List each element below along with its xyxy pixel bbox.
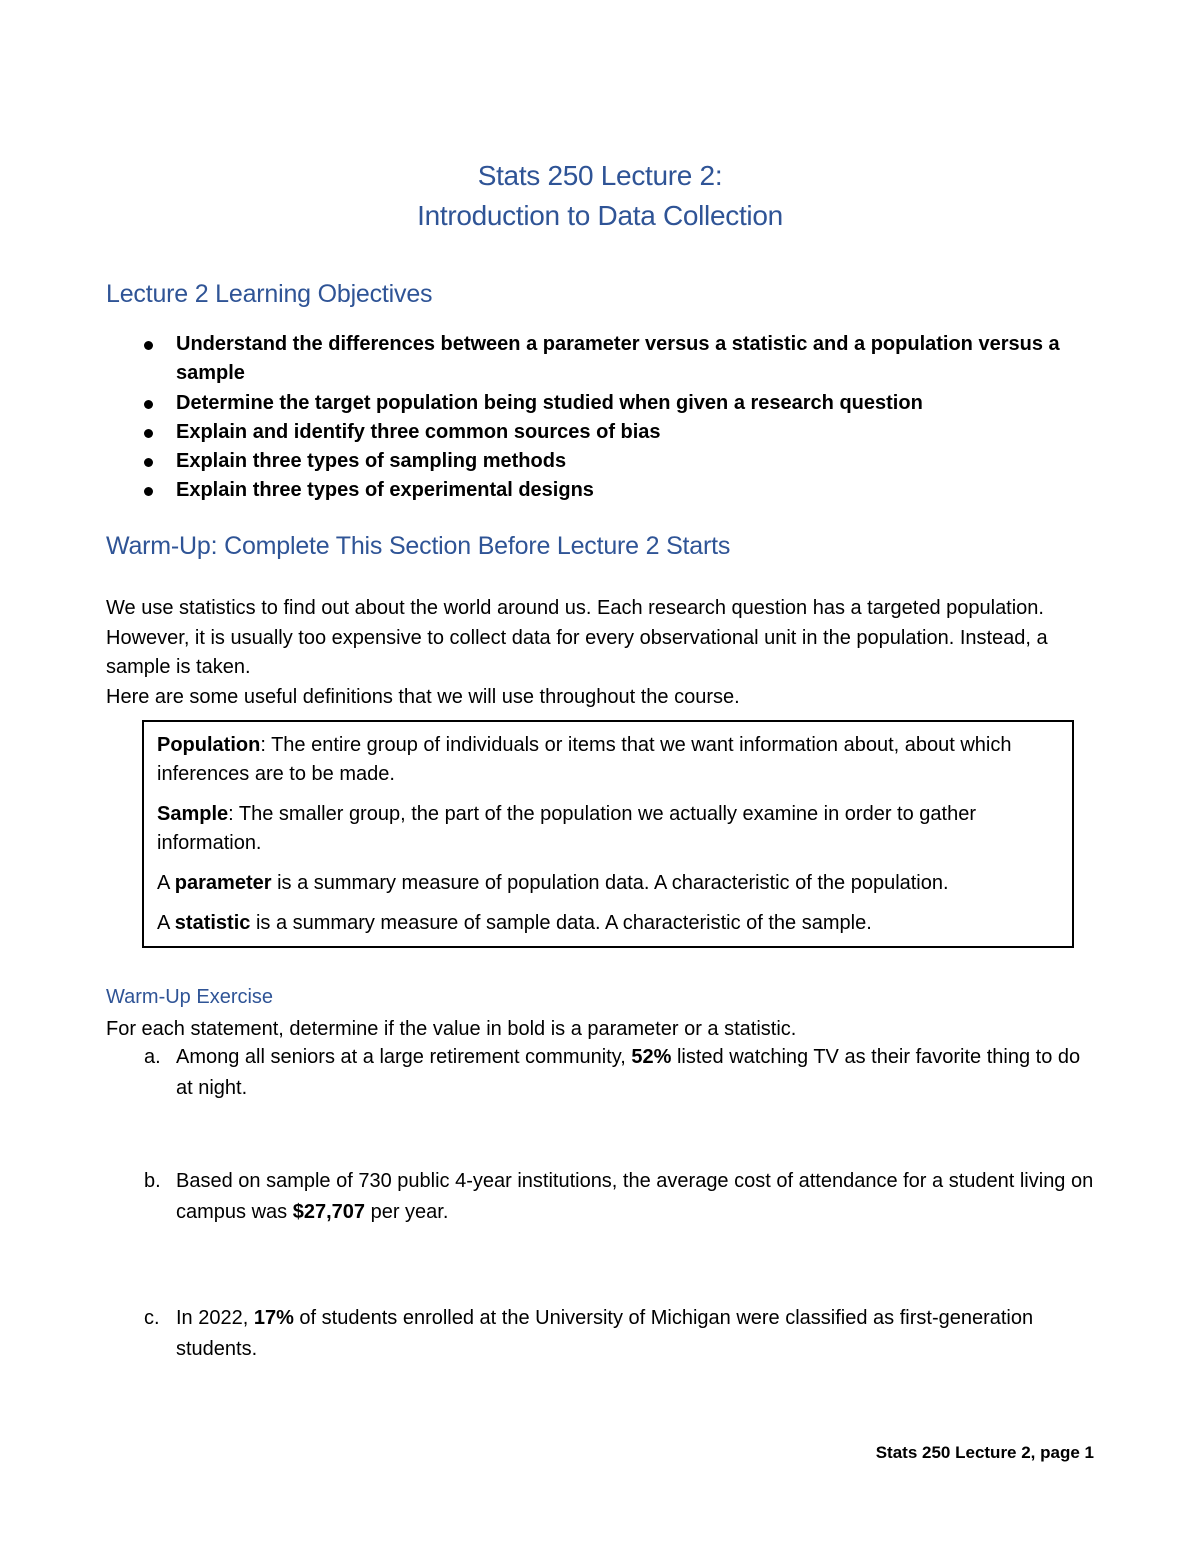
item-text-after: listed watching TV as their favorite thing to do at night. [176,1046,1081,1099]
item-text-before: Among all seniors at a large retirement community, [176,1046,632,1068]
bullet-icon [144,458,153,467]
item-text-before: In 2022, [176,1307,254,1329]
list-item [106,476,1086,505]
list-item [106,330,1086,388]
sample-def-text: : The smaller group, the part of the population we actually examine in order to gather information. [157,803,976,854]
parameter-prefix: A [157,872,175,894]
bullet-icon [144,429,153,438]
population-definition [157,731,1061,789]
item-bold-value: 17% [253,1307,294,1329]
item-bold-value: 52% [631,1046,672,1068]
warmup-intro [106,594,1086,712]
bullet-icon [144,341,153,350]
bullet-icon [144,400,153,409]
objectives-heading: Lecture 2 Learning Objectives [106,280,433,308]
parameter-definition [157,869,1061,898]
statistic-term: statistic [174,912,251,934]
objectives-list [106,330,1086,505]
population-term: Population [157,734,261,756]
population-def-text: : The entire group of individuals or items that we want information about, about which inferences are to be made. [157,734,1012,785]
list-item [106,447,1086,476]
item-text-before: Based on sample of 730 public 4-year institutions, the average cost of attendance for a student living on campus was [176,1170,1094,1223]
item-text-after: per year. [365,1201,449,1223]
exercise-item-b [106,1166,1096,1228]
sample-definition [157,800,1061,858]
item-text [176,1166,1096,1228]
bullet-icon [144,487,153,496]
item-letter: b. [144,1170,161,1192]
page-title-line-2: Introduction to Data Collection [417,200,783,231]
intro-paragraph: We use statistics to find out about the world around us. Each research question has a targeted population. However, it is usually too expensive to collect data for every observational unit in the population. Instead, a sample is taken. [106,597,1048,678]
objective-text: Explain and identify three common sources of bias [176,421,661,443]
item-bold-value: $27,707 [292,1201,366,1223]
item-text [176,1042,1096,1104]
exercise-instruction: For each statement, determine if the value in bold is a parameter or a statistic. [106,1018,797,1040]
item-letter: a. [144,1046,161,1068]
objective-text: Explain three types of experimental designs [176,479,594,501]
parameter-term: parameter [174,872,272,894]
definitions-box [142,720,1074,948]
sample-term: Sample [157,803,229,825]
warmup-heading: Warm-Up: Complete This Section Before Lecture 2 Starts [106,532,731,560]
page-footer: Stats 250 Lecture 2, page 1 [875,1443,1094,1462]
statistic-def-text: is a summary measure of sample data. A characteristic of the sample. [250,912,872,934]
exercise-item-a [106,1042,1096,1104]
statistic-definition [157,909,1061,938]
exercise-item-c [106,1303,1096,1365]
objective-text: Understand the differences between a parameter versus a statistic and a population versus a sample [176,333,1060,384]
parameter-def-text: is a summary measure of population data. A characteristic of the population. [271,872,949,894]
item-letter: c. [144,1307,160,1329]
statistic-prefix: A [157,912,175,934]
item-text [176,1303,1096,1365]
objective-text: Explain three types of sampling methods [176,450,567,472]
objective-text: Determine the target population being studied when given a research question [176,392,923,414]
definitions-lead: Here are some useful definitions that we will use throughout the course. [106,685,740,708]
page-title-line-1: Stats 250 Lecture 2: [477,160,723,191]
list-item [106,389,1086,418]
item-text-after: of students enrolled at the University of Michigan were classified as first-generation students. [176,1307,1034,1360]
list-item [106,418,1086,447]
exercise-heading: Warm-Up Exercise [106,986,274,1008]
